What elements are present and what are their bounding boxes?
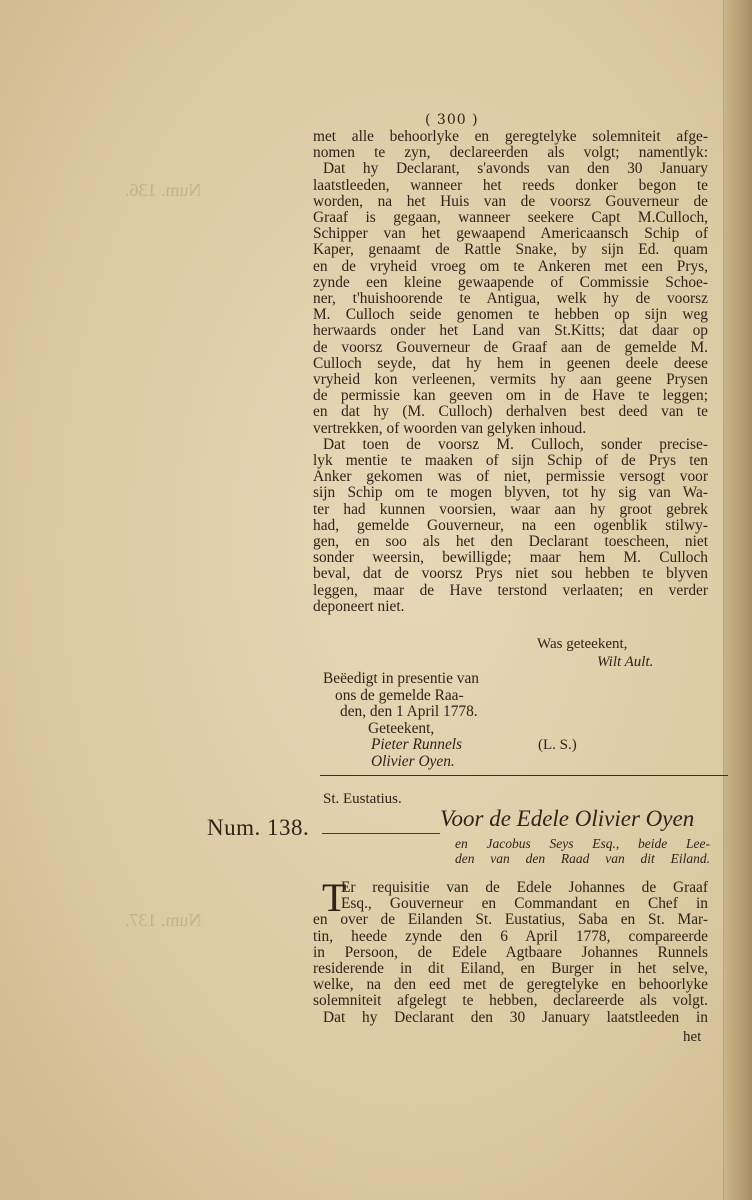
bleed-through-text: Num. 137. (125, 910, 202, 930)
text-line: residerende in dit Eiland, en Burger in het selve, (313, 960, 708, 978)
text-line: Anker gekomen was of niet, permissie versogt voor (313, 468, 708, 486)
text-line: vertrekken, of woorden van gelyken inhoud. (313, 419, 587, 437)
text-line: beval, dat de voorsz Prys niet sou hebben te blyven (313, 565, 708, 583)
text-line: Er requisitie van de Edele Johannes de Graaf (341, 879, 708, 896)
text-line: gen, en soo als het den Declarant toescheen, niet (313, 533, 708, 551)
text-line: Schipper van het gewaapend Americaansch Schip of (313, 225, 708, 243)
text-line: en over de Eilanden St. Eustatius, Saba en St. Mar- (313, 911, 708, 929)
sworn-line: den, den 1 April 1778. (340, 703, 478, 720)
text-line: in Persoon, de Edele Agtbaare Johannes Runnels (313, 943, 708, 961)
sworn-line: ons de gemelde Raa- (335, 686, 464, 704)
text-line: sijn Schip om te mogen blyven, tot hy sig van Wa- (313, 484, 708, 502)
text-line: solemniteit afgelegt te hebben, declareerde als volgt. (313, 992, 708, 1010)
text-line: Dat hy Declarant, s'avonds van den 30 January (323, 160, 708, 178)
addressee-line: den van den Raad van dit Eiland. (455, 851, 710, 866)
sworn-line: Beëedigt in presentie van (323, 670, 479, 687)
text-line: Dat toen de voorsz M. Culloch, sonder precise- (323, 435, 708, 453)
text-line: de voorsz Gouverneur de Graaf aan de gemelde M. (313, 338, 708, 356)
text-line: Esq., Gouverneur en Commandant en Chef in (341, 895, 708, 913)
text-line: nomen te zyn, declareerden als volgt; namentlyk: (313, 144, 708, 162)
drop-cap: T (322, 875, 347, 920)
text-line: had, gemelde Gouverneur, na een ogenblik stilwy- (313, 516, 708, 534)
was-signed-label: Was geteekent, (537, 636, 628, 652)
addressee-line: en Jacobus Seys Esq., beide Lee- (455, 836, 710, 851)
text-line: zynde een kleine gewaapende of Commissie Schoe- (313, 273, 708, 291)
text-line: en dat hy (M. Culloch) derhalven best deed van te (313, 403, 708, 421)
text-line: Graaf is gegaan, wanneer seekere Capt M.Culloch, (313, 209, 708, 227)
place-heading: St. Eustatius. (323, 791, 402, 807)
text-line: ter had kunnen voorsien, waar aan hy groot gebrek (313, 500, 708, 518)
catchword: het (683, 1029, 702, 1045)
witness-name: Pieter Runnels (371, 736, 463, 753)
page-number: ( 300 ) (425, 112, 479, 128)
addressee-subheading (455, 836, 710, 866)
heading-rule (322, 833, 440, 834)
seal-mark: (L. S.) (538, 737, 577, 753)
entry-number: Num. 138. (207, 815, 310, 840)
text-line: welke, na den eed met de geregtelyke en behoorlyke (313, 976, 708, 994)
text-line: met alle behoorlyke en geregtelyke solemniteit afge- (313, 128, 708, 145)
text-line: tin, heede zynde den 6 April 1778, compareerde (313, 927, 708, 945)
text-line: sonder weersin, bewilligde; maar hem M. Culloch (313, 549, 708, 567)
text-line: herwaards onder het Land van St.Kitts; dat daar op (313, 322, 708, 340)
text-line: vryheid kon verleenen, vermits hy aan geene Prysen (313, 371, 708, 389)
signature-block (537, 635, 653, 671)
sworn-line: Geteekent, (368, 719, 435, 737)
text-line: Dat hy Declarant den 30 January laatstleeden in (323, 1008, 708, 1026)
sworn-block (323, 671, 479, 770)
page-edge (723, 0, 752, 1200)
text-line: worden, na het Huis van de voorsz Gouverneur de (313, 192, 708, 210)
witness-name: Olivier Oyen. (371, 752, 455, 770)
text-line: en de vryheid vroeg om te Ankeren met een Prys, (313, 257, 708, 275)
bleed-through-text: Num. 136. (125, 180, 202, 200)
signer-name: Wilt Ault. (597, 654, 654, 670)
text-line: leggen, maar de Have terstond verlaaten; en verder (313, 581, 708, 599)
text-line: laatstleeden, wanneer het reeds donker begon te (313, 176, 708, 194)
text-line: de permissie kan geeven om in de Have te leggen; (313, 387, 708, 405)
paragraph-3 (313, 875, 708, 1026)
text-line: deponeert niet. (313, 597, 405, 615)
text-line: lyk mentie te maaken of sijn Schip of de Prys ten (313, 452, 708, 470)
paragraph-1 (313, 129, 708, 615)
text-line: Kaper, genaamt de Rattle Snake, by sijn Ed. quam (313, 241, 708, 259)
section-divider (320, 775, 728, 776)
text-line: ner, t'huishoorende te Antigua, welk hy de voorsz (313, 290, 708, 308)
text-line: M. Culloch seide genomen te hebben op sijn weg (313, 306, 708, 324)
addressee-heading: Voor de Edele Olivier Oyen (440, 806, 695, 831)
text-line: Culloch seyde, dat hy hem in geenen deele deese (313, 354, 708, 372)
